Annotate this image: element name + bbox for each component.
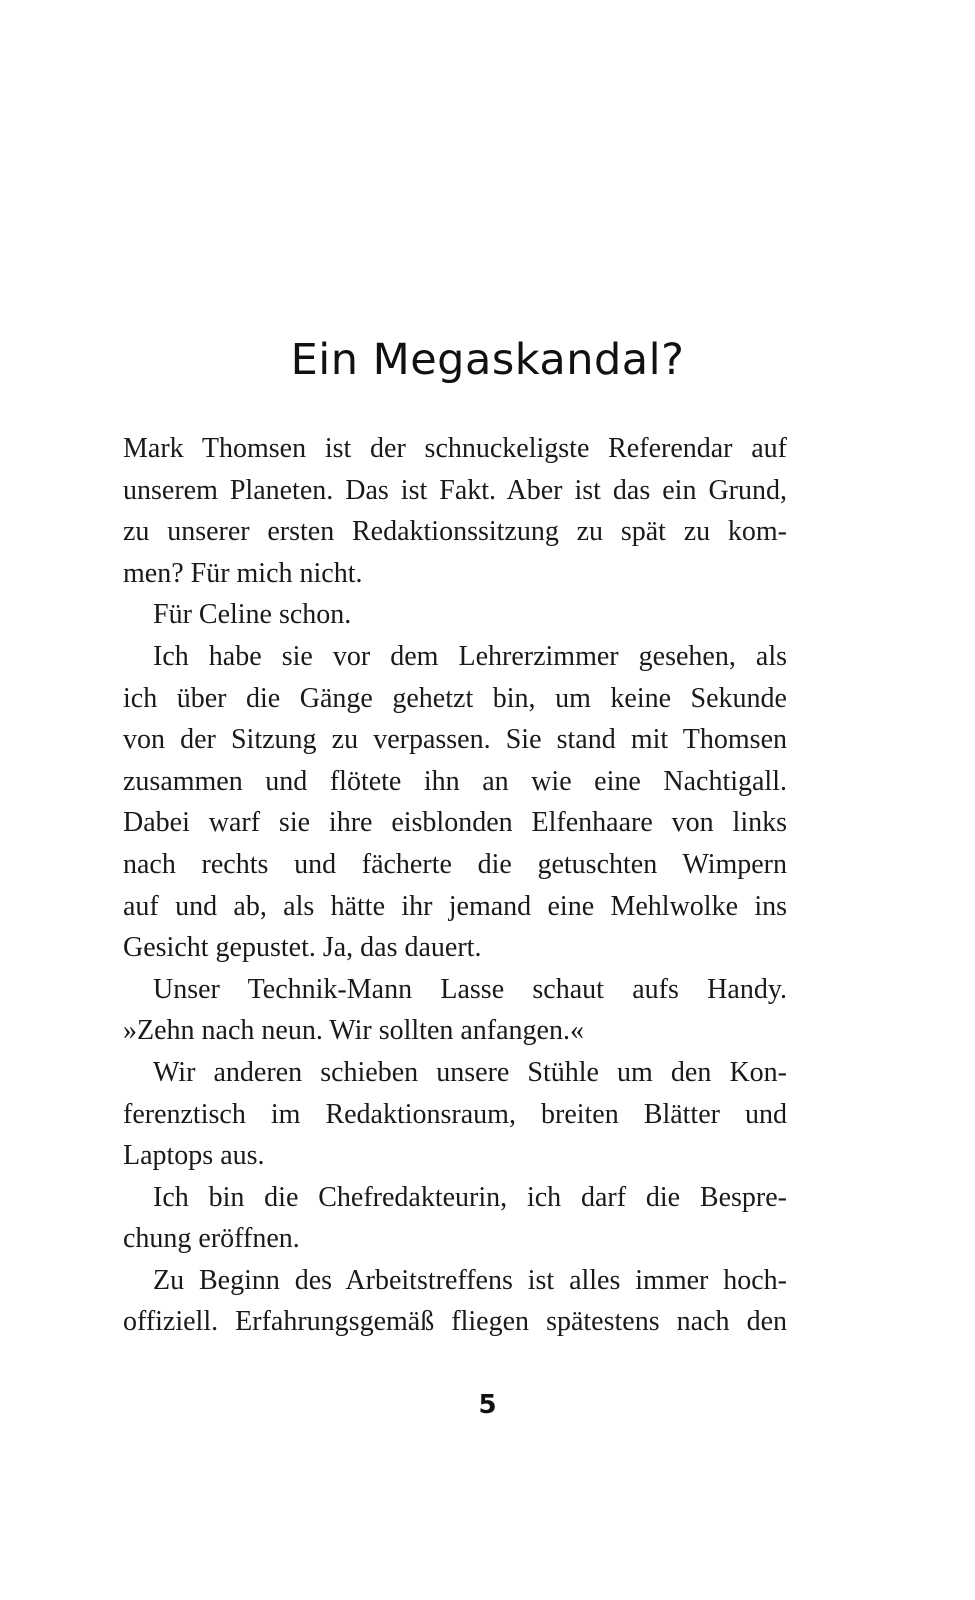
text-line: Mark Thomsen ist der schnuckeligste Referendar auf (123, 433, 787, 464)
text-line: Ich habe sie vor dem Lehrerzimmer gesehen, als (153, 640, 787, 672)
text-line: von der Sitzung zu verpassen. Sie stand mit Thomsen (123, 724, 787, 756)
text-line: Für Celine schon. (153, 599, 352, 631)
text-line: Gesicht gepustet. Ja, das dauert. (123, 932, 482, 964)
body-text (123, 428, 787, 1343)
text-line: ich über die Gänge gehetzt bin, um keine Sekunde (123, 682, 787, 714)
text-line: offiziell. Erfahrungsgemäß fliegen spätestens nach den (123, 1306, 787, 1338)
page-number: 5 (478, 1390, 497, 1420)
text-line: men? Für mich nicht. (123, 557, 363, 589)
text-line: auf und ab, als hätte ihr jemand eine Mehlwolke ins (123, 890, 787, 922)
text-line: chung eröffnen. (123, 1223, 300, 1255)
text-line: Dabei warf sie ihre eisblonden Elfenhaare von links (123, 807, 787, 839)
text-line: ferenztisch im Redaktionsraum, breiten Blätter und (123, 1098, 787, 1130)
text-line: Wir anderen schieben unsere Stühle um den Kon- (153, 1056, 787, 1088)
text-line: zusammen und flötete ihn an wie eine Nachtigall. (123, 765, 787, 797)
text-line: zu unserer ersten Redaktionssitzung zu spät zu kom- (123, 516, 787, 548)
text-line: »Zehn nach neun. Wir sollten anfangen.« (123, 1015, 584, 1047)
text-line: unserem Planeten. Das ist Fakt. Aber ist das ein Grund, (123, 474, 787, 506)
chapter-title: Ein Megaskandal? (290, 335, 685, 385)
text-line: Unser Technik-Mann Lasse schaut aufs Handy. (153, 973, 787, 1005)
text-line: Ich bin die Chefredakteurin, ich darf die Bespre- (153, 1181, 787, 1213)
text-line: nach rechts und fächerte die getuschten Wimpern (123, 848, 787, 880)
text-line: Zu Beginn des Arbeitstreffens ist alles immer hoch- (153, 1264, 787, 1296)
text-line: Laptops aus. (123, 1140, 265, 1172)
